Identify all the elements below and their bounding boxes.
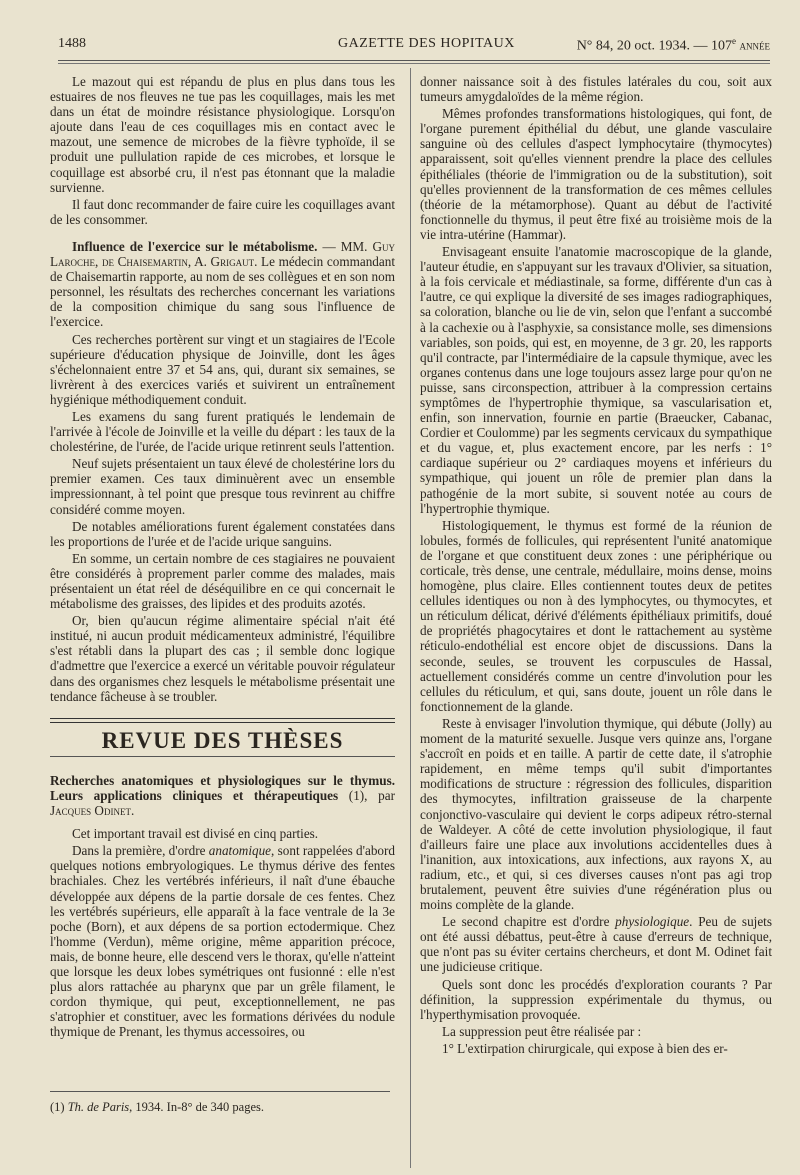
page-header [58,36,770,58]
issue-sup: e [732,36,736,46]
thesis-title-text: Recherches anatomiques et physiologiques sur le thymus. Leurs applications cliniques et thérapeutiques [50,772,395,803]
right-column [420,74,772,1058]
footnote [50,1100,390,1115]
emphasis: anatomique [208,843,272,859]
paragraph: Le mazout qui est répandu de plus en plus dans tous les estuaires de nos fleuves ne tue pas les coquillages, mais les met dans un état de moindre résistance physiologique. Lorsqu'on ajoute dans l'eau de ces coquillages mis en contact avec le mazout, une semence de microbes de la fièvre typhoïde, il se produit une pullulation rapide de ces microbes, et lorsque le coquillage est absorbé cru, il n'est pas étonnant que la maladie survienne. [50,74,395,195]
paragraph: Ces recherches portèrent sur vingt et un stagiaires de l'Ecole supérieure d'éducation physique de Joinville, dont les âges s'échelonnaient entre 37 et 54 ans, qui, durant six semaines, se livrèrent à des exercices variés et suivirent un entraînement hygiénique méthodiquement conduit. [50,331,395,407]
item-authors-lead: — MM. [317,238,373,254]
footnote-rule [50,1091,390,1092]
thesis-note-ref: (1), par [338,787,395,803]
item-title: Influence de l'exercice sur le métabolisme. [72,238,318,254]
paragraph: Or, bien qu'aucun régime alimentaire spécial n'ait été institué, ni aucun produit médicamenteux administré, l'équilibre s'est rétabli dans la plupart des cas ; il semble donc logique d'admettre que l'exercice a exercé un véritable pouvoir régulateur dans des organismes chez lesquels le métabolisme présentait une tendance fâcheuse à se troubler. [50,613,395,704]
paragraph: Envisageant ensuite l'anatomie macroscopique de la glande, l'auteur étudie, en s'appuyant sur les travaux d'Olivier, sa situation, à la fois cervicale et médiastinale, sa forme, différente d'un cas à l'autre, ce qui explique la diversité de ses images radiographiques, sa coloration, blanche ou lie de vin, selon que l'enfant a succombé à la cachexie ou à l'asphyxie, sa consistance molle, ses dimensions variables, son poids, qui est, en moyenne, de 3 gr. 20, les rapports qu'il contracte, par l'intermédiaire de la capsule thymique, avec les organes contenus dans une loge toujours assez large pour qu'on ne puisse, sans circonspection, attribuer à la compression certains symptômes de l'hypertrophie thymique, sa vascularisation et, enfin, son innervation, fournie en partie (Braeucker, Cabanac, Cordier et Coulomme) par les segments cervicaux du sympathique et du vague, et, plus exactement encore, par les nerfs : 1° cardiaque supérieur ou 2° cardiaques moyens et inférieurs du sympathique, qui jouent un rôle de premier plan dans la pathogénie de la mort subite, si souvent notée au cours de l'hypertrophie thymique. [420,244,772,516]
paragraph: Les examens du sang furent pratiqués le lendemain de l'arrivée à l'école de Joinville et la veille du départ : les taux de la cholestérine, de l'urée, de l'acide urique retinrent seuls l'attention. [50,408,395,455]
paragraph [50,843,395,1039]
footnote-mark: (1) [50,1100,68,1114]
section-rule [50,718,395,723]
journal-title: GAZETTE DES HOPITAUX [338,36,515,51]
left-column [50,74,395,1041]
paragraph: Histologiquement, le thymus est formé de la réunion de lobules, formés de follicules, qui représentent l'unité anatomique de l'organe et que constituent deux zones : une périphérique ou corticale, très dense, une centrale, médullaire, moins dense, moins homogène, plus claire. Elles contiennent toutes deux de petites cellules identiques ou non à des lymphocytes, ou thymocytes, et un réticulum délicat, dérivé d'éléments épithéliaux primitifs, doué de propriétés phagocytaires et dont le rattachement au système réticulo-endothélial est encore objet de discussions. Dans la seconde, seules, se trouvent les corpuscules de Hassal, actuellement considérés comme un centre d'involution pour les cellules du réticulum, et qui, sans doute, jouent un rôle dans le fonctionnement de la glande. [420,517,772,714]
text-run: Le second chapitre est d'ordre [442,914,616,930]
paragraph: En somme, un certain nombre de ces stagiaires ne pouvaient être considérés à proprement parler comme des malades, mais présentaient un état réel de déséquilibre en ce qui concernait le métabolisme des graisses, des lipides et des produits azotés. [50,550,395,612]
header-rule [58,60,770,61]
paragraph: De notables améliorations furent également constatées dans les proportions de l'urée et de l'acide urique sanguins. [50,518,395,549]
paragraph [420,914,772,974]
emphasis: physiologique [615,914,690,930]
issue-info [577,36,770,55]
thesis-author: Jacques Odinet. [50,803,135,819]
paragraph: Mêmes profondes transformations histologiques, qui font, de l'organe purement épithélial du début, une glande vasculaire sanguine où des cellules d'aspect lymphocytaire (thymocytes) apparaissent, soit qu'elles viennent prendre la place des cellules épithéliales (théorie de l'immigration ou de la substitution), soit qu'elles proviennent de la transformation de ces mêmes cellules (théorie de la métamorphose). Quant au début de l'activité fonctionnelle du thymus, il peut être fixé au troisième mois de la vie intra-utérine (Hammar). [420,106,772,242]
item-authors: Guy Laroche, de Chaisemartin, A. Grigaut. [50,238,396,270]
paragraph: donner naissance soit à des fistules latérales du cou, soit aux tumeurs amygdaloïdes de la même région. [420,74,772,105]
paragraph: Quels sont donc les procédés d'exploration courants ? Par définition, la suppression expérimentale du thymus, ou l'hyperthymisation provoquée. [420,976,772,1022]
paragraph: Reste à envisager l'involution thymique, qui débute (Jolly) au moment de la maturité sexuelle. Jusque vers quinze ans, l'organe s'accroît en poids et en taille. A partir de cette date, il s'atrophie rapidement, en même temps qu'il subit d'importantes modifications de structure : régression des follicules, disparition des thymocytes, infiltration graisseuse de la charpente conjonctivo-vasculaire qui devient le corps adipeux rétro-sternal de Waldeyer. A côté de cette involution physiologique, il faut d'ailleurs faire une place aux involutions accidentelles dues à l'inanition, aux intoxications, aux infections, aux rayons X, au radium, etc., et qui, si ces diverses causes n'ont pas agi trop brutalement, peuvent être suivies d'une régénération plus ou moins complète de la glande. [420,715,772,913]
paragraph: Cet important travail est divisé en cinq parties. [72,826,319,842]
page-number: 1488 [58,36,86,51]
column-divider [410,68,411,1168]
issue-text: N° 84, 20 oct. 1934. — 107 [576,38,732,54]
section-title-rule [50,756,395,757]
text-run: Dans la première, d'ordre [72,843,209,859]
text-run: . Peu de sujets ont été aussi débattus, peut-être à cause d'erreurs de technique, que n'ont pas su éviter certains chercheurs, et dont M. Odinet fait une judicieuse critique. [420,914,772,975]
paragraph: La suppression peut être réalisée par : [442,1023,642,1039]
section-title: REVUE DES THÈSES [101,727,344,753]
issue-year-word: ANNÉE [739,41,770,52]
news-item [50,239,395,330]
item-text: Le médecin commandant de Chaisemartin rapporte, au nom de ses collègues et en son nom personnel, les résultats des recherches concernant les variations de la composition chimique du sang sous l'influence de l'exercice. [50,254,395,330]
paragraph: Il faut donc recommander de faire cuire les coquillages avant de les consommer. [50,196,395,227]
header-rule-2 [58,63,770,64]
footnote-emphasis: Th. de Paris [67,1100,130,1114]
paragraph: 1° L'extirpation chirurgicale, qui expose à bien des er- [442,1040,728,1056]
thesis-title [50,773,395,818]
paragraph: Neuf sujets présentaient un taux élevé de cholestérine lors du premier examen. Ces taux diminuèrent avec un ensemble impressionnant, à tel point que presque tous revinrent au chiffre considéré comme moyen. [50,456,395,517]
text-run: , sont rappelées d'abord quelques notions embryologiques. Le thymus dérive des fentes brachiales. Chez les vertébrés inférieurs, il naît d'une ébauche développée aux dépens de la partie dorsale de ces fentes. Chez les vertébrés supérieurs, elle apparaît à la face ventrale de la 3e poche (Born), et aux dépens de sa portion ectodermique. Chez l'homme (Verdun), même origine, même apparition précoce, mais, de bonne heure, elle descend vers le thorax, qu'elle n'atteint que lorsque les deux lobes symétriques ont fusionné : elle n'est plus alors rattachée au pharynx que par un grêle filament, le cordon thymique, qui peut, exceptionnellement, ne pas s'atrophier et constituer, avec les formations dérivées du nodule thymique de Prenant, les thymus accessoires, ou [50,843,396,1040]
footnote-text: , 1934. In-8° de 340 pages. [129,1100,265,1114]
